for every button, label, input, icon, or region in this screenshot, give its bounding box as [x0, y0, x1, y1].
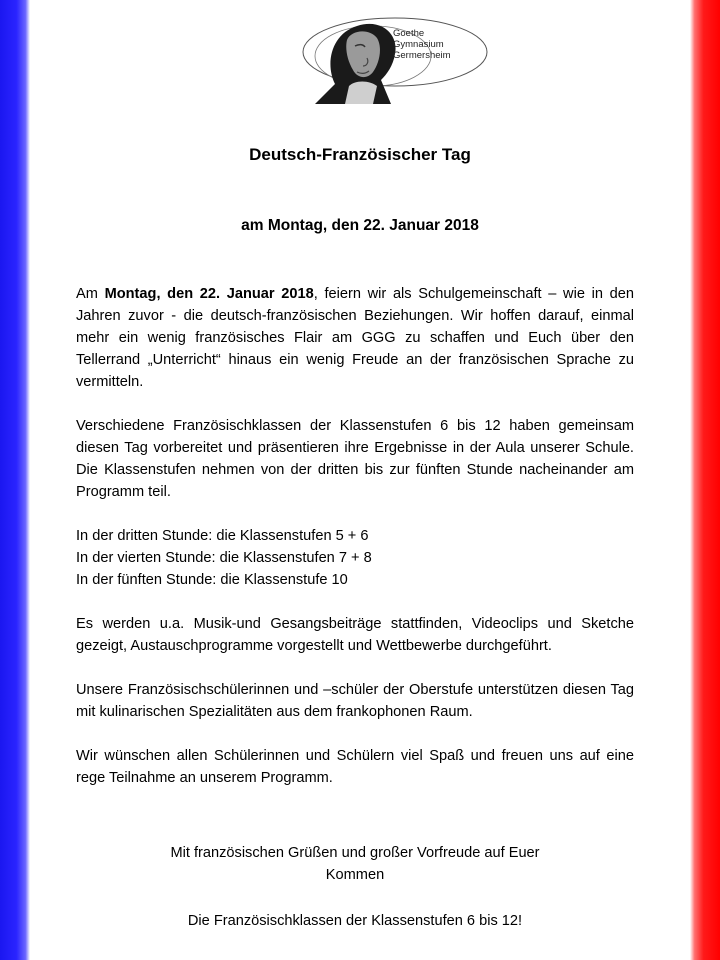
closing-line-1: Mit französischen Grüßen und großer Vorfreude auf Euer: [170, 845, 540, 861]
schedule-list: [76, 525, 634, 591]
signature: Die Französischklassen der Klassenstufen 6 bis 12!: [187, 913, 523, 929]
closing-line-2: Kommen: [325, 867, 385, 883]
event-date-heading: am Montag, den 22. Januar 2018: [241, 217, 479, 234]
red-stripe: [690, 0, 720, 960]
intro-paragraph: [76, 283, 634, 393]
schedule-item: In der vierten Stunde: die Klassenstufen 7 + 8: [76, 550, 372, 566]
intro-date-bold: Montag, den 22. Januar 2018: [104, 286, 314, 302]
school-logo: [295, 14, 505, 104]
wishes-paragraph: Wir wünschen allen Schülerinnen und Schülern viel Spaß und freuen uns auf eine rege Teilnahme an unserem Programm.: [76, 748, 634, 786]
logo-line-2: Gymnasium: [393, 39, 444, 50]
program-paragraph: Es werden u.a. Musik-und Gesangsbeiträge stattfinden, Videoclips und Sketche gezeigt, Austauschprogramme vorgestellt und Wettbewerbe durchgeführt.: [76, 616, 634, 654]
food-paragraph: Unsere Französischschülerinnen und –schüler der Oberstufe unterstützen diesen Tag mit kulinarischen Spezialitäten aus dem frankophonen Raum.: [76, 682, 634, 720]
schedule-item: In der dritten Stunde: die Klassenstufen 5 + 6: [76, 528, 369, 544]
intro-prefix: Am: [76, 286, 105, 302]
logo-line-3: Germersheim: [393, 50, 451, 61]
blue-stripe: [0, 0, 30, 960]
letter-body: [76, 283, 634, 811]
closing-greeting: [150, 842, 560, 886]
logo-line-1: Goethe: [393, 28, 425, 39]
classes-paragraph: Verschiedene Französischklassen der Klassenstufen 6 bis 12 haben gemeinsam diesen Tag vorbereitet und präsentieren ihre Ergebnisse in der Aula unserer Schule. Die Klassenstufen nehmen von der dritten bis zur fünften Stunde nacheinander am Programm teil.: [76, 418, 634, 500]
intro-text: , feiern wir als Schulgemeinschaft – wie in den Jahren zuvor - die deutsch-französischen Beziehungen. Wir hoffen darauf, einmal mehr ein wenig französisches Flair am GGG zu schaffen und Euch über den Tellerrand „Unterricht“ hinaus ein wenig Freude an der französischen Sprache zu vermitteln.: [76, 286, 634, 390]
page-title: Deutsch-Französischer Tag: [249, 145, 471, 164]
schedule-item: In der fünften Stunde: die Klassenstufe 10: [76, 572, 348, 588]
logo-text: [393, 28, 451, 61]
